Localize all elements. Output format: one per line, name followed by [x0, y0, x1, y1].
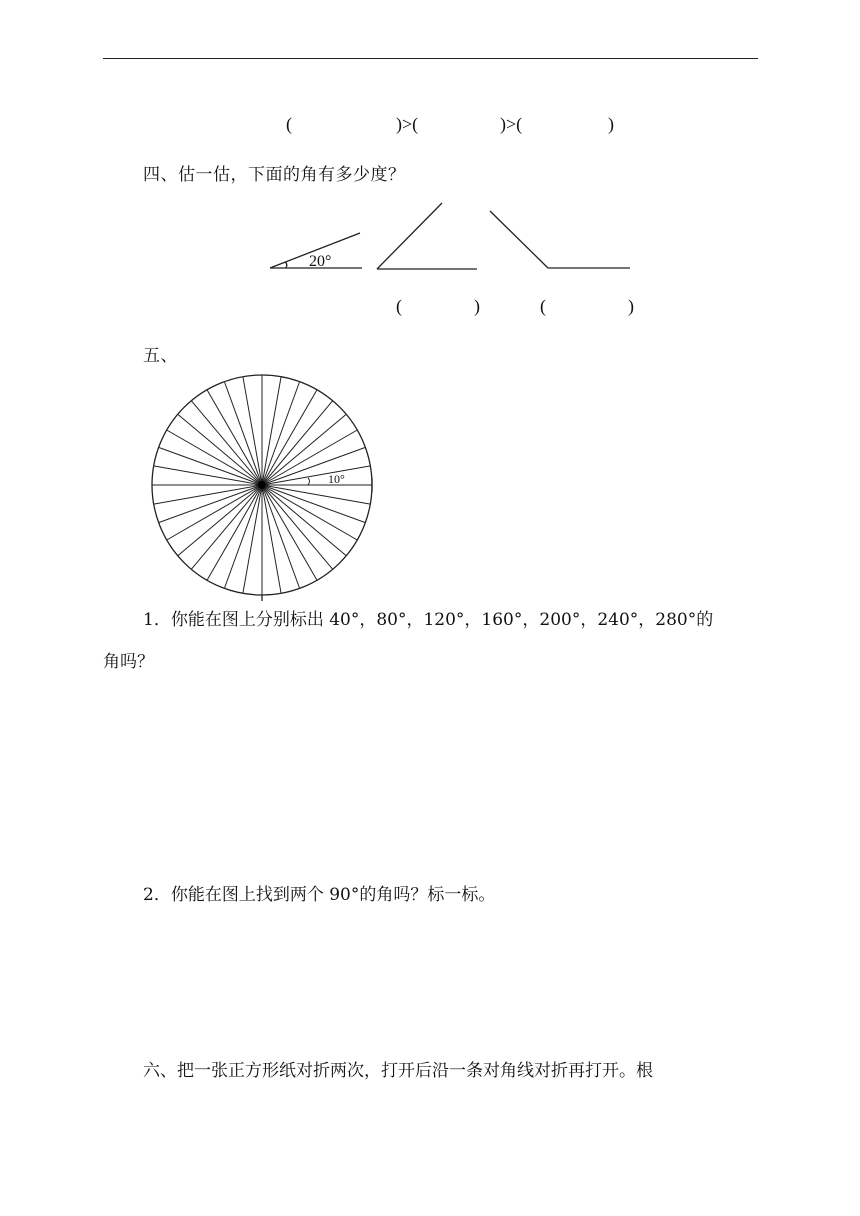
circle-center [258, 481, 266, 489]
section-6-text: 六、把一张正方形纸对折两次，打开后沿一条对角线对折再打开。根 [143, 1061, 653, 1081]
paren-close: ) [608, 114, 614, 134]
section-4-title: 四、估一估，下面的角有多少度？ [143, 165, 406, 185]
paren-open: ( [286, 114, 292, 134]
answer-2-close: ) [628, 296, 634, 316]
answer-1-open: ( [396, 296, 402, 316]
section-5-title: 五、 [143, 346, 178, 366]
question-1-line-2: 角吗？ [103, 652, 154, 672]
question-1-line-1: 1．你能在图上分别标出 40°，80°，120°，160°，200°，240°，280°的 [143, 610, 714, 630]
paren-gt-paren: )>( [396, 114, 419, 134]
paren-gt-paren: )>( [500, 114, 523, 134]
protractor-circle [148, 372, 378, 602]
comparison-answer-row [0, 114, 860, 140]
angle-1-label: 20° [309, 253, 332, 270]
angle-2 [377, 203, 477, 269]
question-2: 2．你能在图上找到两个 90°的角吗？标一标。 [143, 885, 496, 905]
answer-2-open: ( [540, 296, 546, 316]
angle-3 [490, 211, 630, 268]
answer-1-close: ) [474, 296, 480, 316]
header-rule [103, 58, 758, 59]
circle-angle-label: 10° [328, 472, 345, 486]
angle-figures [266, 198, 636, 276]
estimate-answer-row [0, 296, 860, 320]
